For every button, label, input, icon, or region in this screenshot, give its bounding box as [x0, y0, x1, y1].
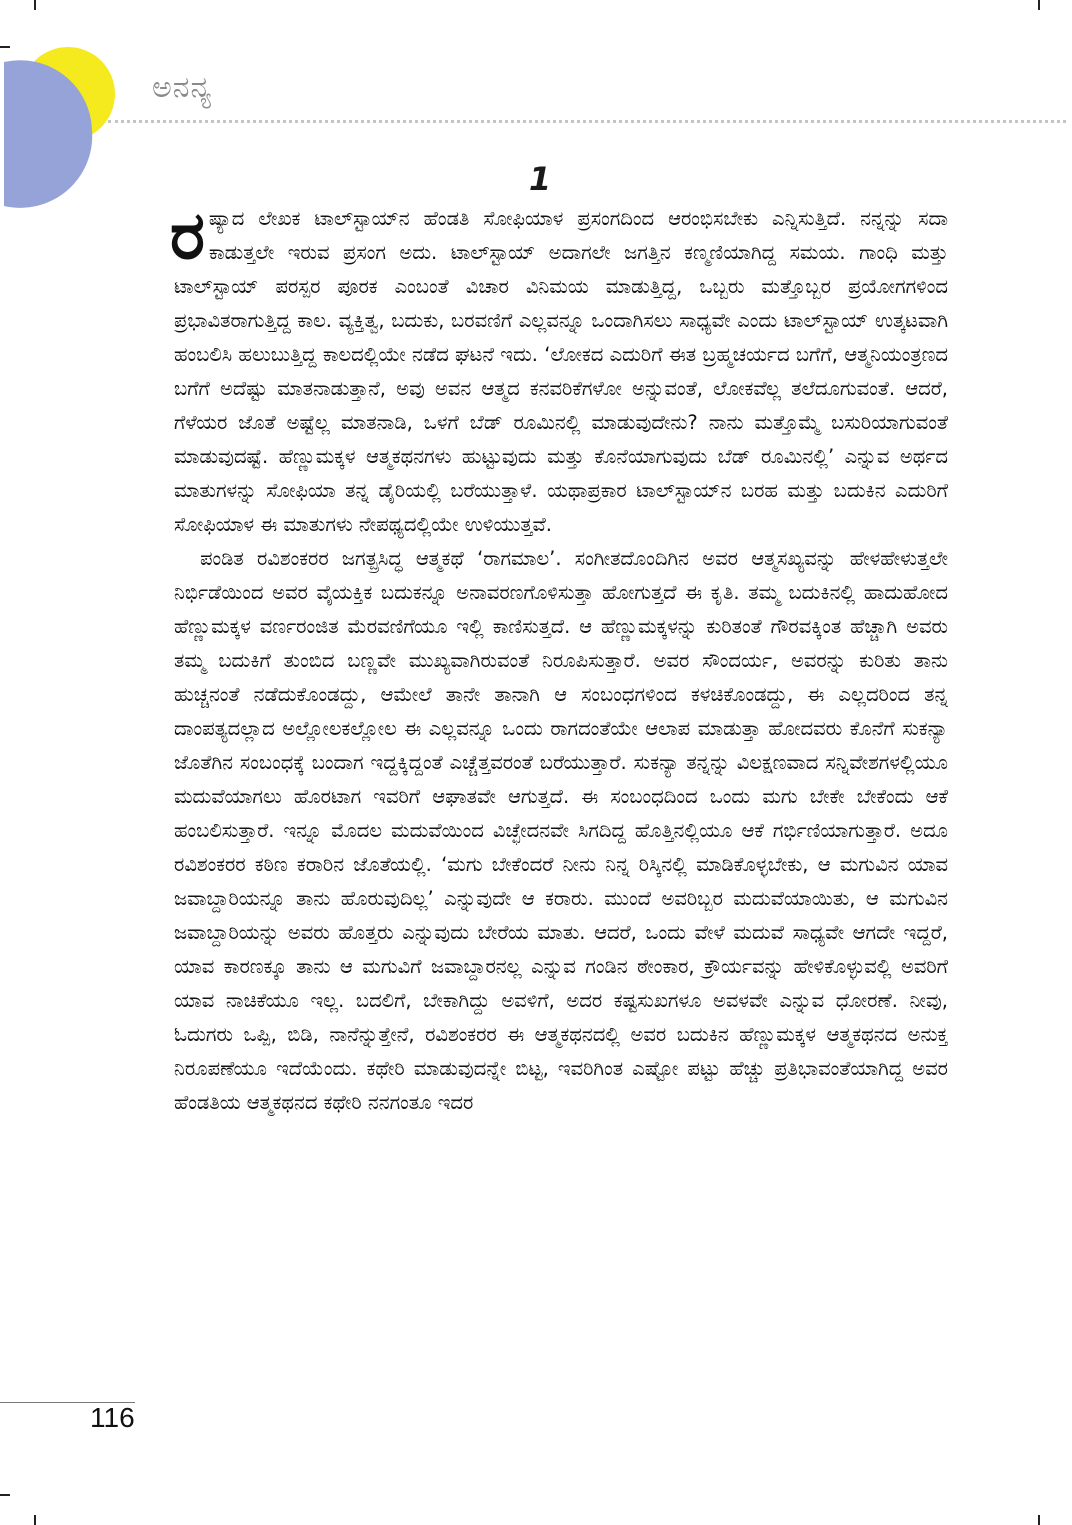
page-number: 116 [90, 1402, 135, 1433]
crop-mark-left-lower [0, 1494, 10, 1496]
crop-mark-bottom-left [34, 1515, 36, 1525]
crop-mark-bottom-right [1038, 1515, 1040, 1525]
paragraph-2: ಪಂಡಿತ ರವಿಶಂಕರರ ಜಗತ್ಪ್ರಸಿದ್ಧ ಆತ್ಮಕಥೆ ‘ರಾಗಮಾಲ’. ಸಂಗೀತದೊಂದಿಗಿನ ಅವರ ಆತ್ಮಸಖ್ಯವನ್ನು ಹೇಳಹೇಳುತ್ತಲೇ ನಿರ್ಭಿಡೆಯಿಂದ ಅವರ ವೈಯಕ್ತಿಕ ಬದುಕನ್ನೂ ಅನಾವರಣಗೊಳಿಸುತ್ತಾ ಹೋಗುತ್ತದೆ ಈ ಕೃತಿ. ತಮ್ಮ ಬದುಕಿನಲ್ಲಿ ಹಾದುಹೋದ ಹೆಣ್ಣುಮಕ್ಕಳ ವರ್ಣರಂಜಿತ ಮೆರವಣಿಗೆಯೂ ಇಲ್ಲಿ ಕಾಣಿಸುತ್ತದೆ. ಆ ಹೆಣ್ಣುಮಕ್ಕಳನ್ನು ಕುರಿತಂತೆ ಗೌರವಕ್ಕಿಂತ ಹೆಚ್ಚಾಗಿ ಅವರು ತಮ್ಮ ಬದುಕಿಗೆ ತುಂಬಿದ ಬಣ್ಣವೇ ಮುಖ್ಯವಾಗಿರುವಂತೆ ನಿರೂಪಿಸುತ್ತಾರೆ. ಅವರ ಸೌಂದರ್ಯ, ಅವರನ್ನು ಕುರಿತು ತಾನು ಹುಚ್ಚನಂತೆ ನಡೆದುಕೊಂಡದ್ದು, ಆಮೇಲೆ ತಾನೇ ತಾನಾಗಿ ಆ ಸಂಬಂಧಗಳಿಂದ ಕಳಚಿಕೊಂಡದ್ದು, ಈ ಎಲ್ಲದರಿಂದ ತನ್ನ ದಾಂಪತ್ಯದಲ್ಲಾದ ಅಲ್ಲೋಲಕಲ್ಲೋಲ ಈ ಎಲ್ಲವನ್ನೂ ಒಂದು ರಾಗದಂತೆಯೇ ಆಲಾಪ ಮಾಡುತ್ತಾ ಹೋದವರು ಕೊನೆಗೆ ಸುಕನ್ಯಾ ಜೊತೆಗಿನ ಸಂಬಂಧಕ್ಕೆ ಬಂದಾಗ ಇದ್ದಕ್ಕಿದ್ದಂತೆ ಎಚ್ಚೆತ್ತವರಂತೆ ಬರೆಯುತ್ತಾರೆ. ಸುಕನ್ಯಾ ತನ್ನನ್ನು ವಿಲಕ್ಷಣವಾದ ಸನ್ನಿವೇಶಗಳಲ್ಲಿಯೂ ಮದುವೆಯಾಗಲು ಹೊರಟಾಗ ಇವರಿಗೆ ಆಘಾತವೇ ಆಗುತ್ತದೆ. ಈ ಸಂಬಂಧದಿಂದ ಒಂದು ಮಗು ಬೇಕೇ ಬೇಕೆಂದು ಆಕೆ ಹಂಬಲಿಸುತ್ತಾರೆ. ಇನ್ನೂ ಮೊದಲ ಮದುವೆಯಿಂದ ವಿಚ್ಛೇದನವೇ ಸಿಗದಿದ್ದ ಹೊತ್ತಿನಲ್ಲಿಯೂ ಆಕೆ ಗರ್ಭಿಣಿಯಾಗುತ್ತಾರೆ. ಅದೂ ರವಿಶಂಕರರ ಕಠಿಣ ಕರಾರಿನ ಜೊತೆಯಲ್ಲಿ. ‘ಮಗು ಬೇಕೆಂದರೆ ನೀನು ನಿನ್ನ ರಿಸ್ಕಿನಲ್ಲಿ ಮಾಡಿಕೊಳ್ಳಬೇಕು, ಆ ಮಗುವಿನ ಯಾವ ಜವಾಬ್ದಾರಿಯನ್ನೂ ತಾನು ಹೊರುವುದಿಲ್ಲ’ ಎನ್ನುವುದೇ ಆ ಕರಾರು. ಮುಂದೆ ಅವರಿಬ್ಬರ ಮದುವೆಯಾಯಿತು, ಆ ಮಗುವಿನ ಜವಾಬ್ದಾರಿಯನ್ನು ಅವರು ಹೊತ್ತರು ಎನ್ನುವುದು ಬೇರೆಯ ಮಾತು. ಆದರೆ, ಒಂದು ವೇಳೆ ಮದುವೆ ಸಾಧ್ಯವೇ ಆಗದೇ ಇದ್ದರೆ, ಯಾವ ಕಾರಣಕ್ಕೂ ತಾನು ಆ ಮಗುವಿಗೆ ಜವಾಬ್ದಾರನಲ್ಲ ಎನ್ನುವ ಗಂಡಿನ ಠೇಂಕಾರ, ಕ್ರೌರ್ಯವನ್ನು ಹೇಳಿಕೊಳ್ಳುವಲ್ಲಿ ಅವರಿಗೆ ಯಾವ ನಾಚಿಕೆಯೂ ಇಲ್ಲ. ಬದಲಿಗೆ, ಬೇಕಾಗಿದ್ದು ಅವಳಿಗೆ, ಅದರ ಕಷ್ಟಸುಖಗಳೂ ಅವಳವೇ ಎನ್ನುವ ಧೋರಣೆ. ನೀವು, ಓದುಗರು ಒಪ್ಪಿ, ಬಿಡಿ, ನಾನೆನ್ನುತ್ತೇನೆ, ರವಿಶಂಕರರ ಈ ಆತ್ಮಕಥನದಲ್ಲಿ ಅವರ ಬದುಕಿನ ಹೆಣ್ಣುಮಕ್ಕಳ ಆತ್ಮಕಥನದ ಅನುಕ್ತ ನಿರೂಪಣೆಯೂ ಇದೆಯೆಂದು. ಕಥೇರಿ ಮಾಡುವುದನ್ನೇ ಬಿಟ್ಟ, ಇವರಿಗಿಂತ ಎಷ್ಟೋ ಪಟ್ಟು ಹೆಚ್ಚು ಪ್ರತಿಭಾವಂತೆಯಾಗಿದ್ದ ಅವರ ಹೆಂಡತಿಯ ಆತ್ಮಕಥನದ ಕಥೇರಿ ನನಗಂತೂ ಇದರ [174, 547, 949, 1114]
paragraph-1 [170, 197, 948, 542]
corner-decoration [0, 0, 140, 210]
running-title: ಅನನ್ಯ [152, 70, 213, 105]
chapter-number: 1 [528, 160, 552, 198]
crop-mark-top-right [1038, 0, 1040, 10]
drop-cap: ರ [170, 197, 205, 274]
header-dotted-rule [108, 120, 1066, 123]
body-text [170, 197, 949, 1392]
paragraph-1-text: ಷ್ಯಾದ ಲೇಖಕ ಟಾಲ್‌ಸ್ಟಾಯ್‌ನ ಹೆಂಡತಿ ಸೋಫಿಯಾಳ ಪ್ರಸಂಗದಿಂದ ಆರಂಭಿಸಬೇಕು ಎನ್ನಿಸುತ್ತಿದೆ. ನನ್ನನ್ನು ಸದಾ ಕಾಡುತ್ತಲೇ ಇರುವ ಪ್ರಸಂಗ ಅದು. ಟಾಲ್‌ಸ್ಟಾಯ್ ಅದಾಗಲೇ ಜಗತ್ತಿನ ಕಣ್ಮಣಿಯಾಗಿದ್ದ ಸಮಯ. ಗಾಂಧಿ ಮತ್ತು ಟಾಲ್‌ಸ್ಟಾಯ್ ಪರಸ್ಪರ ಪೂರಕ ಎಂಬಂತೆ ವಿಚಾರ ವಿನಿಮಯ ಮಾಡುತ್ತಿದ್ದ, ಒಬ್ಬರು ಮತ್ತೊಬ್ಬರ ಪ್ರಯೋಗಗಳಿಂದ ಪ್ರಭಾವಿತರಾಗುತ್ತಿದ್ದ ಕಾಲ. ವ್ಯಕ್ತಿತ್ವ, ಬದುಕು, ಬರವಣಿಗೆ ಎಲ್ಲವನ್ನೂ ಒಂದಾಗಿಸಲು ಸಾಧ್ಯವೇ ಎಂದು ಟಾಲ್‌ಸ್ಟಾಯ್ ಉತ್ಕಟವಾಗಿ ಹಂಬಲಿಸಿ ಹಲುಬುತ್ತಿದ್ದ ಕಾಲದಲ್ಲಿಯೇ ನಡೆದ ಘಟನೆ ಇದು. ‘ಲೋಕದ ಎದುರಿಗೆ ಈತ ಬ್ರಹ್ಮಚರ್ಯದ ಬಗೆಗೆ, ಆತ್ಮನಿಯಂತ್ರಣದ ಬಗೆಗೆ ಅದೆಷ್ಟು ಮಾತನಾಡುತ್ತಾನೆ, ಅವು ಅವನ ಆತ್ಮದ ಕನವರಿಕೆಗಳೋ ಅನ್ನುವಂತೆ, ಲೋಕವೆಲ್ಲ ತಲೆದೂಗುವಂತೆ. ಆದರೆ, ಗೆಳೆಯರ ಜೊತೆ ಅಷ್ಟೆಲ್ಲ ಮಾತನಾಡಿ, ಒಳಗೆ ಬೆಡ್ ರೂಮಿನಲ್ಲಿ ಮಾಡುವುದೇನು? ನಾನು ಮತ್ತೊಮ್ಮೆ ಬಸುರಿಯಾಗುವಂತೆ ಮಾಡುವುದಷ್ಟೆ. ಹೆಣ್ಣುಮಕ್ಕಳ ಆತ್ಮಕಥನಗಳು ಹುಟ್ಟುವುದು ಮತ್ತು ಕೊನೆಯಾಗುವುದು ಬೆಡ್ ರೂಮಿನಲ್ಲಿ’ ಎನ್ನುವ ಅರ್ಥದ ಮಾತುಗಳನ್ನು ಸೋಫಿಯಾ ತನ್ನ ಡೈರಿಯಲ್ಲಿ ಬರೆಯುತ್ತಾಳೆ. ಯಥಾಪ್ರಕಾರ ಟಾಲ್‌ಸ್ಟಾಯ್‌ನ ಬರಹ ಮತ್ತು ಬದುಕಿನ ಎದುರಿಗೆ ಸೋಫಿಯಾಳ ಈ ಮಾತುಗಳು ನೇಪಥ್ಯದಲ್ಲಿಯೇ ಉಳಿಯುತ್ತವೆ. [174, 207, 948, 536]
